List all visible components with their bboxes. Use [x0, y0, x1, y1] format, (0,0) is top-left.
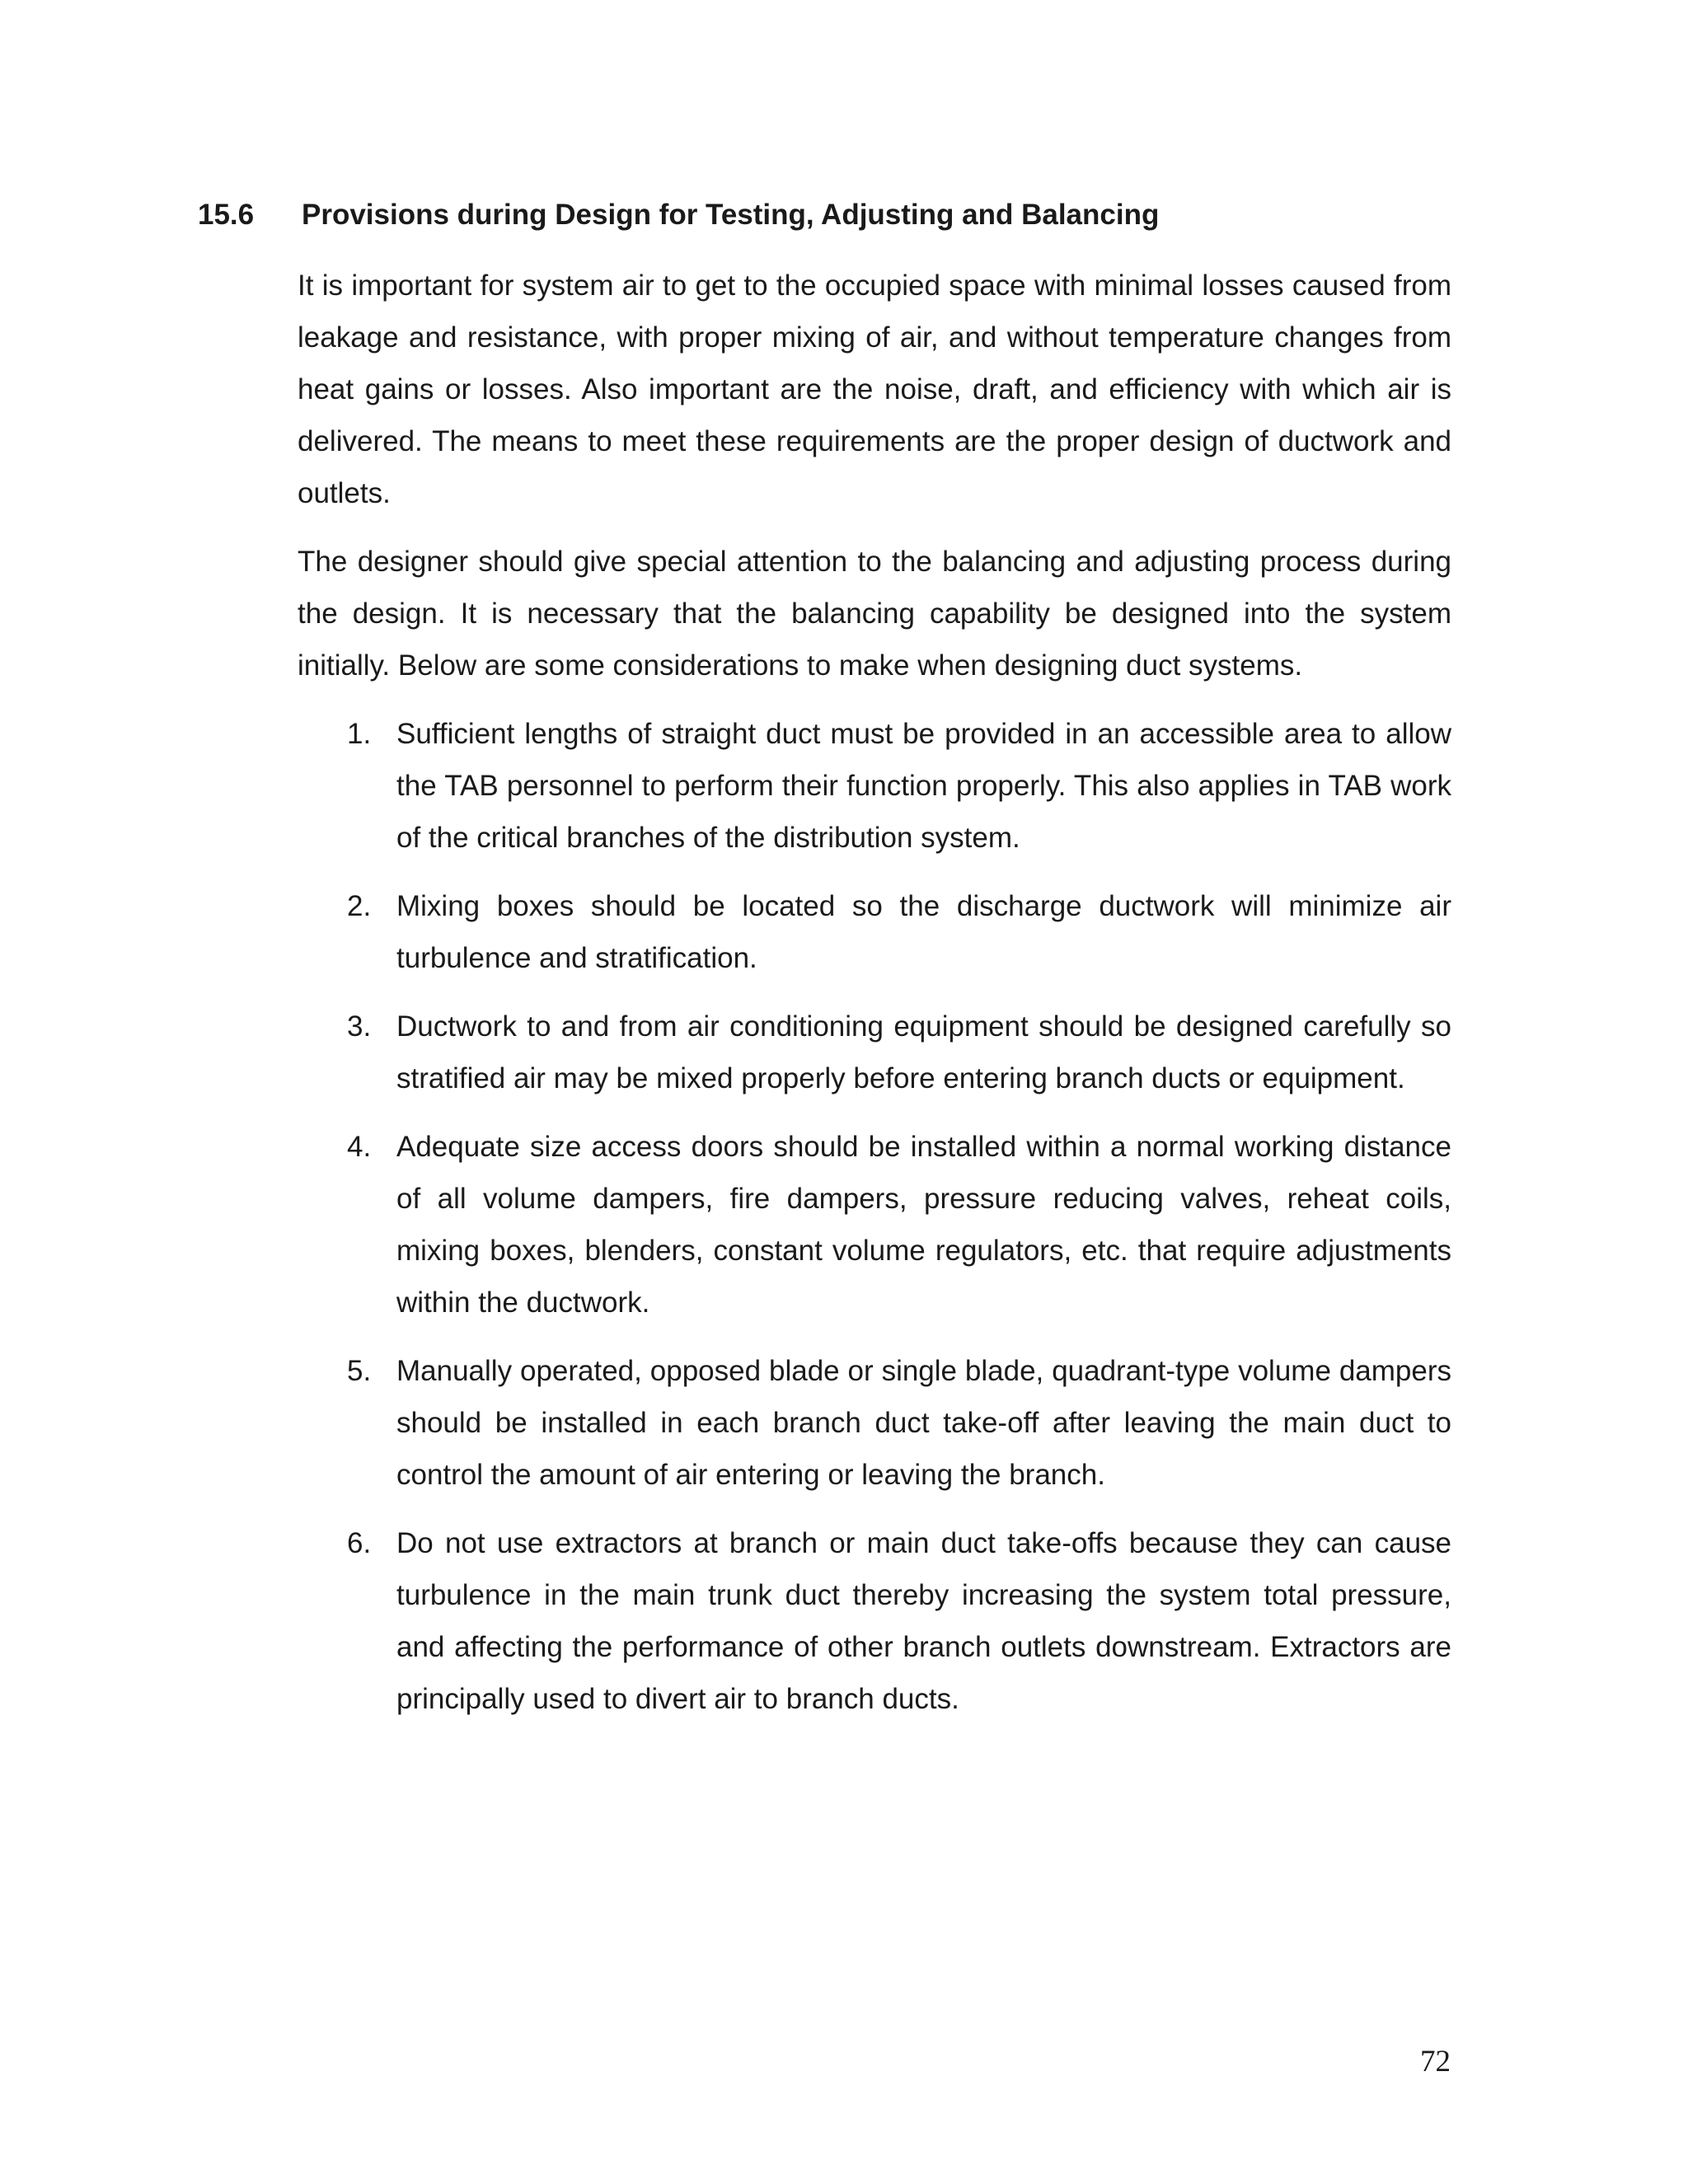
list-item-number: 6. [347, 1527, 372, 1559]
list-item-number: 4. [347, 1131, 372, 1163]
list-item-text: Sufficient lengths of straight duct must be provided in an accessible area to allow the TAB personnel to perform their function properly. This also applies in TAB work of the critical branches of the distribution system. [396, 718, 1451, 854]
paragraph-intro: It is important for system air to get to the occupied space with minimal losses caused from leakage and resistance, with proper mixing of air, and without temperature changes from heat gains or losses. Also important are the noise, draft, and efficiency with which air is delivered. The means to meet these requirements are the proper design of ductwork and outlets. [298, 269, 1451, 509]
section-number: 15.6 [198, 199, 255, 231]
list-item-number: 5. [347, 1355, 372, 1387]
section-heading [198, 194, 1451, 236]
list-item-text: Mixing boxes should be located so the discharge ductwork will minimize air turbulence and stratification. [396, 890, 1451, 974]
considerations-list [298, 708, 1451, 1725]
list-item-number: 1. [347, 718, 372, 750]
page-number: 72 [1420, 2045, 1451, 2079]
list-item [298, 1121, 1451, 1329]
list-item-text: Ductwork to and from air conditioning equipment should be designed carefully so stratified air may be mixed properly before entering branch ducts or equipment. [396, 1010, 1451, 1094]
list-item [298, 1345, 1451, 1501]
list-item [298, 880, 1451, 984]
list-item-text: Adequate size access doors should be installed within a normal working distance of all volume dampers, fire dampers, pressure reducing valves, reheat coils, mixing boxes, blenders, constant volume regulators, etc. that require adjustments within the ductwork. [396, 1131, 1451, 1319]
list-item-text: Do not use extractors at branch or main duct take-offs because they can cause turbulence in the main trunk duct thereby increasing the system total pressure, and affecting the performance of other branch outlets downstream. Extractors are principally used to divert air to branch ducts. [396, 1527, 1451, 1715]
list-item [298, 1517, 1451, 1725]
list-item [298, 1001, 1451, 1104]
list-item-text: Manually operated, opposed blade or single blade, quadrant-type volume dampers should be installed in each branch duct take-off after leaving the main duct to control the amount of air entering or leaving the branch. [396, 1355, 1451, 1491]
section-title: Provisions during Design for Testing, Adjusting and Balancing [302, 199, 1160, 231]
paragraph-design-attention: The designer should give special attention to the balancing and adjusting process during the design. It is necessary that the balancing capability be designed into the system initially. Below are some considerations to make when designing duct systems. [298, 546, 1451, 682]
list-item-number: 3. [347, 1010, 372, 1043]
list-item [298, 708, 1451, 864]
section-body [298, 260, 1451, 1741]
list-item-number: 2. [347, 890, 372, 922]
